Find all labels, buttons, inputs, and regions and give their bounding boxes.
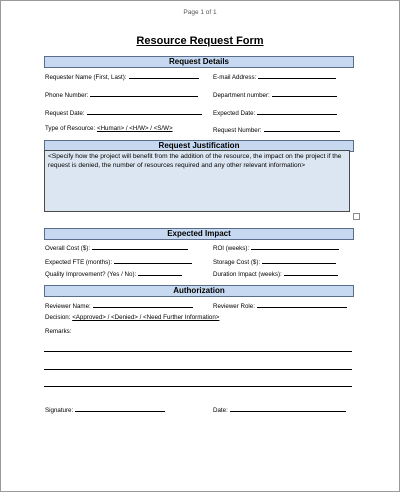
duration-impact-line[interactable]	[284, 269, 338, 276]
remarks-line-3[interactable]	[44, 386, 352, 387]
reviewer-role-label: Reviewer Role:	[213, 303, 255, 310]
section-authorization: Authorization	[44, 285, 354, 297]
decision-label: Decision:	[45, 314, 71, 321]
phone-label: Phone Number:	[45, 92, 89, 99]
overall-cost-line[interactable]	[92, 243, 188, 250]
email-field[interactable]	[213, 72, 336, 82]
request-date-label: Request Date:	[45, 110, 85, 117]
email-line[interactable]	[258, 72, 336, 79]
request-number-label: Request Number:	[213, 127, 262, 134]
resize-handle[interactable]	[353, 213, 360, 220]
roi-label: ROI (weeks):	[213, 245, 250, 252]
storage-cost-line[interactable]	[262, 257, 336, 264]
form-title: Resource Request Form	[136, 35, 264, 47]
expected-date-field[interactable]	[213, 108, 337, 118]
date-field[interactable]	[213, 405, 346, 415]
overall-cost-label: Overall Cost ($):	[45, 245, 91, 252]
duration-impact-field[interactable]	[213, 269, 338, 279]
phone-line[interactable]	[90, 90, 198, 97]
decision-field[interactable]	[45, 314, 219, 322]
reviewer-role-line[interactable]	[257, 301, 347, 308]
decision-options[interactable]: <Approved> / <Denied> / <Need Further Information>	[72, 314, 220, 321]
expected-fte-field[interactable]	[45, 257, 192, 267]
expected-date-line[interactable]	[257, 108, 337, 115]
signature-line[interactable]	[75, 405, 165, 412]
roi-field[interactable]	[213, 243, 339, 253]
reviewer-role-field[interactable]	[213, 301, 347, 311]
expected-fte-line[interactable]	[114, 257, 192, 264]
expected-date-label: Expected Date:	[213, 110, 256, 117]
quality-line[interactable]	[138, 269, 182, 276]
storage-cost-label: Storage Cost ($):	[213, 259, 261, 266]
date-label: Date:	[213, 407, 228, 414]
requester-name-label: Requester Name (First, Last):	[45, 74, 127, 81]
overall-cost-field[interactable]	[45, 243, 188, 253]
request-date-line[interactable]	[87, 108, 202, 115]
signature-label: Signature:	[45, 407, 74, 414]
signature-field[interactable]	[45, 405, 165, 415]
department-line[interactable]	[272, 90, 337, 97]
remarks-label: Remarks:	[45, 328, 72, 335]
page-indicator: Page 1 of 1	[183, 9, 217, 16]
resource-type-field[interactable]	[45, 125, 173, 133]
justification-textbox[interactable]: <Specify how the project will benefit from the addition of the resource, the impact on the project if the request is denied, the number of resources required and any other relevant information>	[44, 150, 350, 212]
roi-line[interactable]	[251, 243, 339, 250]
email-label: E-mail Address:	[213, 74, 257, 81]
reviewer-name-field[interactable]	[45, 301, 193, 311]
phone-field[interactable]	[45, 90, 198, 100]
expected-fte-label: Expected FTE (months):	[45, 259, 113, 266]
department-field[interactable]	[213, 90, 337, 100]
request-number-field[interactable]	[213, 125, 340, 135]
storage-cost-field[interactable]	[213, 257, 336, 267]
quality-field[interactable]	[45, 269, 182, 279]
requester-name-line[interactable]	[129, 72, 199, 79]
date-line[interactable]	[230, 405, 346, 412]
request-number-line[interactable]	[264, 125, 340, 132]
requester-name-field[interactable]	[45, 72, 199, 82]
remarks-line-1[interactable]	[44, 351, 352, 352]
section-expected-impact: Expected Impact	[44, 228, 354, 240]
resource-type-options[interactable]: <Human> / <H/W> / <S/W>	[96, 125, 173, 132]
request-date-field[interactable]	[45, 108, 202, 118]
remarks-line-2[interactable]	[44, 369, 352, 370]
section-request-details: Request Details	[44, 56, 354, 68]
quality-label: Quality Improvement? (Yes / No):	[45, 271, 137, 278]
section-request-justification: Request Justification	[44, 140, 354, 152]
resource-type-label: Type of Resource:	[45, 125, 96, 132]
reviewer-name-label: Reviewer Name:	[45, 303, 91, 310]
reviewer-name-line[interactable]	[93, 301, 193, 308]
department-label: Department number:	[213, 92, 270, 99]
duration-impact-label: Duration Impact (weeks):	[213, 271, 282, 278]
